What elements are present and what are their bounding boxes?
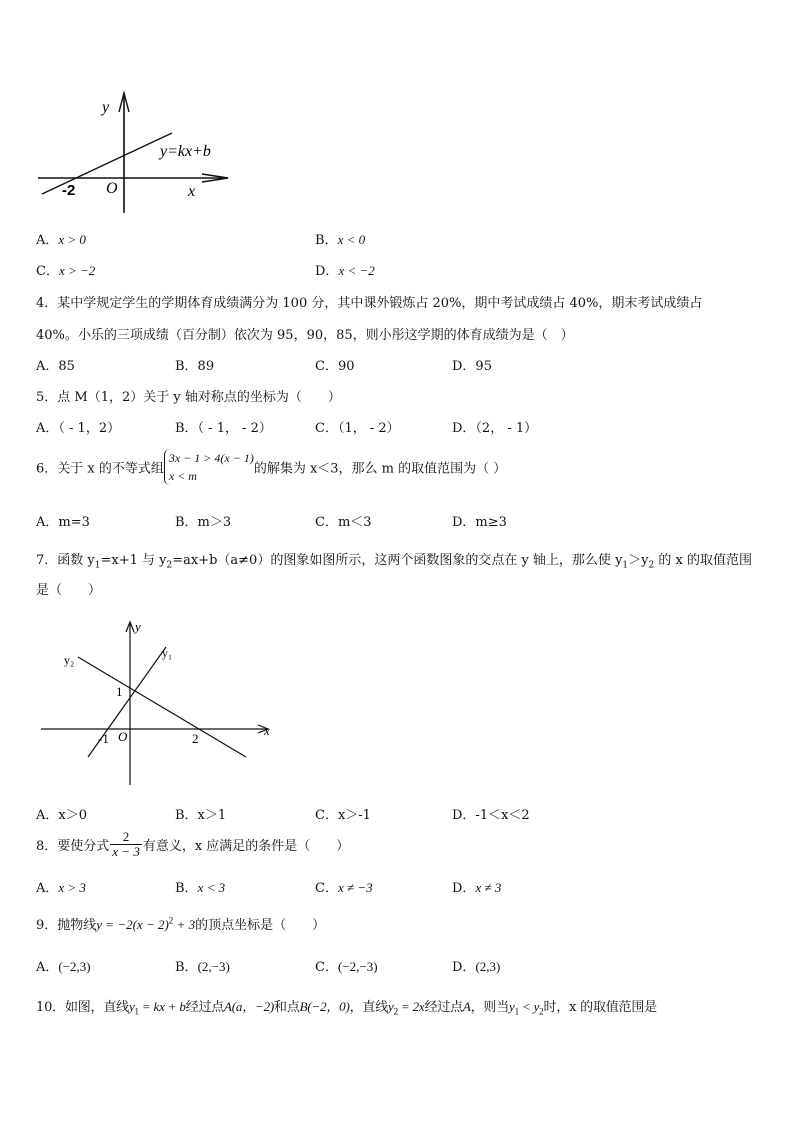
option-expr: x ≠ −3 — [337, 880, 373, 895]
q10-text: ，直线 — [349, 1000, 389, 1015]
origin-label: O — [106, 180, 118, 197]
x-label: x — [264, 723, 270, 738]
q7-text: =x+1 与 y — [100, 553, 167, 568]
y2-label: y₂ — [64, 653, 75, 667]
q7-stem-line2: 是（ ） — [36, 583, 102, 598]
q6-option-c[interactable]: C．m＜3 — [315, 515, 372, 530]
expr-part: y — [388, 999, 394, 1014]
q7-option-c[interactable]: C．x＞-1 — [315, 808, 371, 823]
q10-text: 10．如图，直线 — [36, 1000, 129, 1015]
system-line-2: x < m — [168, 469, 197, 483]
q6-prefix: 6．关于 x 的不等式组 — [36, 461, 164, 477]
q8-suffix: 有意义，x 应满足的条件是（ ） — [142, 839, 350, 854]
option-letter: A． — [36, 881, 59, 896]
option-letter: B． — [315, 233, 338, 248]
q7-sub: 1 — [622, 560, 629, 571]
q5-option-d[interactable]: D．（2， - 1） — [452, 421, 538, 436]
expr-sub: 1 — [134, 1006, 139, 1017]
option-expr: x ≠ 3 — [475, 880, 502, 895]
q10-point-a: A(a，−2) — [224, 999, 275, 1014]
q7-text: 的 x 的取值范围 — [654, 553, 752, 568]
expr-part: + 3 — [173, 917, 196, 932]
q5-option-b[interactable]: B．（ - 1， - 2） — [175, 421, 272, 436]
q3-option-b[interactable] — [315, 229, 365, 248]
expr-sub: 1 — [514, 1006, 519, 1017]
option-expr: (−2,−3) — [337, 959, 378, 974]
q8-prefix: 8．要使分式 — [36, 839, 110, 854]
q9-suffix: 的顶点坐标是（ ） — [195, 918, 326, 933]
expr-part: y — [509, 999, 515, 1014]
q6-stem — [36, 449, 506, 485]
option-expr: (2,−3) — [197, 959, 230, 974]
q4-option-c[interactable]: C．90 — [315, 359, 355, 374]
option-letter: A． — [36, 233, 59, 248]
figure-line-kx-b — [30, 88, 240, 223]
q7-text: 7．函数 y — [36, 553, 95, 568]
x-label: x — [188, 183, 196, 200]
y-label: y — [102, 99, 110, 116]
option-expr: x < −2 — [338, 263, 375, 278]
q4-option-d[interactable]: D．95 — [452, 359, 492, 374]
q10-text: 经过点 — [185, 1000, 225, 1015]
q9-option-b[interactable] — [175, 956, 230, 975]
q10-point: A — [462, 999, 471, 1014]
inequality-system — [164, 449, 254, 485]
q6-option-d[interactable]: D．m≥3 — [452, 515, 507, 530]
option-expr: x < 3 — [197, 880, 226, 895]
expr-part: y — [128, 999, 135, 1014]
origin-label: O — [118, 729, 128, 744]
q4-stem-line1: 4．某中学规定学生的学期体育成绩满分为 100 分，其中课外锻炼占 20%，期中考试成绩占 40%，期末考试成绩占 — [36, 296, 703, 311]
q9-option-d[interactable] — [452, 956, 500, 975]
q10-text: 时，x 的取值范围是 — [543, 1000, 657, 1015]
q7-sub: 1 — [94, 560, 101, 571]
two-label: 2 — [192, 731, 199, 746]
expr-exponent: 2 — [168, 915, 174, 926]
expr-part: = kx + b — [138, 999, 186, 1014]
fraction-numerator: 2 — [110, 830, 142, 845]
option-letter: D． — [452, 960, 476, 975]
fraction — [110, 830, 142, 859]
parabola-expr — [96, 917, 195, 932]
option-letter: C． — [315, 960, 338, 975]
option-letter: B． — [175, 960, 198, 975]
neg2-label: -2 — [62, 182, 76, 199]
intercept-1-label: 1 — [116, 684, 123, 699]
q10-stem — [36, 996, 657, 1017]
q10-condition — [509, 999, 544, 1017]
q6-suffix: 的解集为 x＜3，那么 m 的取值范围为（ ） — [253, 461, 507, 477]
option-expr: x < 0 — [337, 232, 366, 247]
q10-expr-y1 — [128, 999, 186, 1017]
q7-text: ＞y — [628, 553, 649, 568]
q10-expr-y2 — [388, 999, 425, 1017]
q8-option-d[interactable] — [452, 877, 501, 896]
option-expr: x > −2 — [58, 263, 96, 278]
q3-option-c[interactable] — [36, 260, 95, 279]
q8-option-b[interactable] — [175, 877, 225, 896]
q5-option-a[interactable]: A．（ - 1，2） — [36, 421, 121, 436]
q6-option-a[interactable]: A．m=3 — [36, 515, 90, 530]
q10-text: 和点 — [274, 1000, 300, 1015]
q9-option-c[interactable] — [315, 956, 378, 975]
q10-point-b: B(−2，0) — [299, 999, 350, 1014]
q6-option-b[interactable]: B．m＞3 — [175, 515, 232, 530]
q7-option-d[interactable]: D．-1＜x＜2 — [452, 808, 530, 823]
q10-text: ，则当 — [470, 1000, 510, 1015]
q8-stem — [36, 830, 349, 859]
equation-label: y=kx+b — [160, 143, 211, 160]
expr-part: y = −2(x − 2) — [96, 917, 169, 932]
option-letter: C． — [315, 881, 338, 896]
y1-label: y₁ — [162, 646, 173, 660]
y-label: y — [135, 619, 141, 634]
q8-option-a[interactable] — [36, 877, 86, 896]
q9-option-a[interactable] — [36, 956, 91, 975]
figure-two-lines — [36, 617, 281, 792]
expr-sub: 2 — [393, 1006, 398, 1017]
option-letter: B． — [175, 881, 198, 896]
q9-prefix: 9．抛物线 — [36, 918, 97, 933]
q7-sub: 2 — [166, 560, 173, 571]
system-line-1: 3x − 1 > 4(x − 1) — [168, 451, 254, 465]
option-letter: C． — [36, 264, 59, 279]
q10-text: 经过点 — [424, 1000, 463, 1015]
q7-text: =ax+b（a≠0）的图象如图所示，这两个函数图象的交点在 y 轴上，那么使 y — [172, 553, 623, 568]
q7-option-a[interactable]: A．x＞0 — [36, 808, 87, 823]
q4-stem-line2: 40%。小乐的三项成绩（百分制）依次为 95，90，85，则小彤这学期的体育成绩为是（ ） — [36, 328, 574, 343]
option-expr: x > 3 — [58, 880, 86, 895]
q7-option-b[interactable]: B．x＞1 — [175, 808, 227, 823]
q3-option-a[interactable] — [36, 229, 86, 248]
q7-sub: 2 — [648, 560, 655, 571]
neg1-label: -1 — [98, 731, 109, 746]
q4-option-a[interactable]: A．85 — [36, 359, 75, 374]
expr-part: < y — [518, 999, 540, 1014]
option-letter: A． — [36, 960, 59, 975]
q4-option-b[interactable]: B．89 — [175, 359, 215, 374]
q7-stem-line1 — [36, 549, 752, 571]
q3-option-d[interactable] — [315, 260, 375, 279]
option-letter: D． — [315, 264, 339, 279]
q8-option-c[interactable] — [315, 877, 373, 896]
expr-part: = 2x — [397, 999, 425, 1014]
option-letter: D． — [452, 881, 476, 896]
expr-sub: 2 — [539, 1006, 544, 1017]
option-expr: (−2,3) — [58, 959, 91, 974]
q5-option-c[interactable]: C．（1， - 2） — [315, 421, 400, 436]
option-expr: x > 0 — [58, 232, 86, 247]
fraction-denominator: x − 3 — [112, 844, 140, 859]
option-expr: (2,3) — [475, 959, 501, 974]
q5-stem: 5．点 M（1，2）关于 y 轴对称点的坐标为（ ） — [36, 390, 341, 405]
q9-stem — [36, 914, 325, 933]
